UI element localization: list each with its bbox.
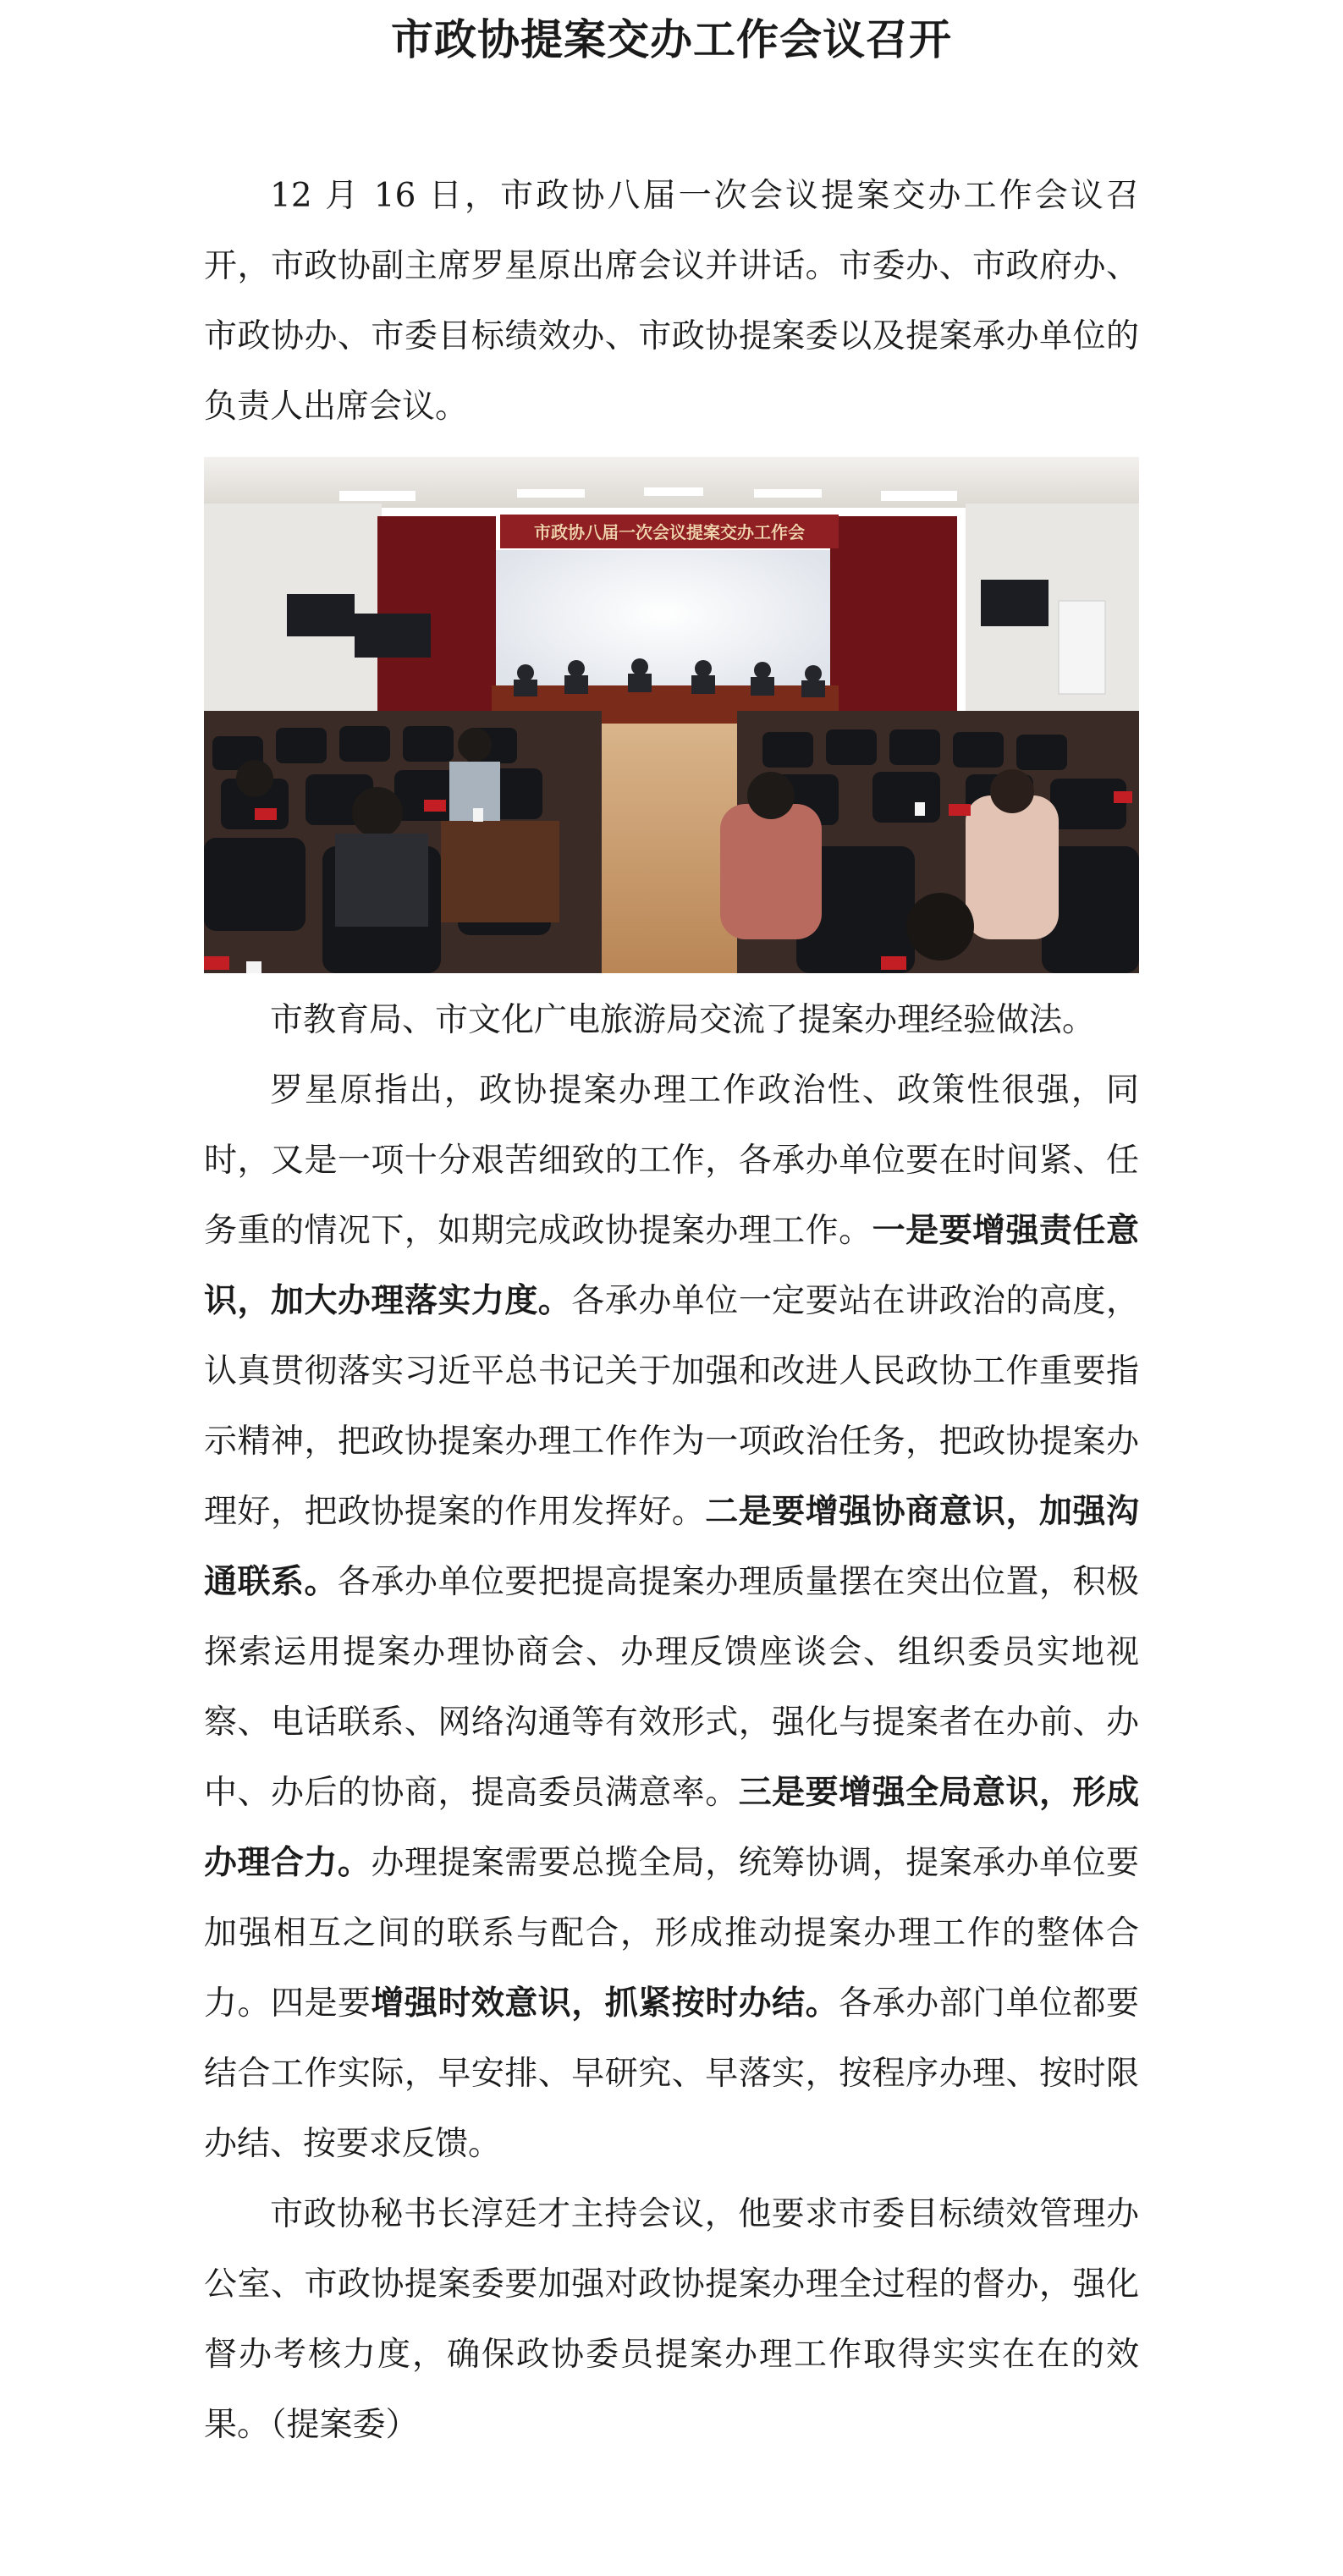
text-run: 罗星原指出，政协提案办理工作政治性、政策性很强，同时，又是一项十分艰苦细致的工作，各承办单位要在时间紧、任务重的情况下，如期完成政协提案办理工作。 bbox=[204, 1071, 1139, 1250]
text-run: 市政协秘书长淳廷才主持会议，他要求市委目标绩效管理办公室、市政协提案委要加强对政协提案办理全过程的督办，强化督办考核力度，确保政协委员提案办理工作取得实实在在的效果。（提案委） bbox=[204, 2195, 1139, 2444]
article-title: 市政协提案交办工作会议召开 bbox=[391, 14, 952, 64]
meeting-photo-illustration bbox=[204, 457, 1139, 973]
stage-banner-text: 市政协八届一次会议提案交办工作会 bbox=[534, 522, 805, 542]
emphasis-run: 二是要增强协商意识，加强沟通联系。 bbox=[204, 1493, 1139, 1601]
person-light-coat bbox=[966, 795, 1059, 939]
article-body bbox=[204, 161, 1139, 2460]
tv-left-2 bbox=[355, 614, 431, 658]
text-run: 12 月 16 日，市政协八届一次会议提案交办工作会议召开，市政协副主席罗星原出席会议并讲话。市委办、市政府办、市政协办、市委目标绩效办、市政协提案委以及提案承办单位的负责人出席会议。 bbox=[204, 177, 1139, 426]
text-run: 各承办单位一定要站在讲政治的高度，认真贯彻落实习近平总书记关于加强和改进人民政协工作重要指示精神，把政协提案办理工作作为一项政治任务，把政协提案办理好，把政协提案的作用发挥好。 bbox=[204, 1282, 1139, 1531]
paragraph-closing bbox=[204, 2179, 1139, 2460]
paragraph-speech bbox=[204, 1055, 1139, 2179]
curtain-right bbox=[830, 516, 957, 711]
tv-right bbox=[981, 580, 1049, 626]
emphasis-run: 三是要增强全局意识，形成办理合力。 bbox=[204, 1774, 1139, 1882]
paragraph-intro bbox=[204, 161, 1139, 442]
text-run: 各承办部门单位都要结合工作实际，早安排、早研究、早落实，按程序办理、按时限办结、按要求反馈。 bbox=[204, 1984, 1139, 2163]
meeting-photo bbox=[204, 457, 1139, 973]
air-conditioner bbox=[1059, 601, 1105, 694]
text-run: 各承办单位要把提高提案办理质量摆在突出位置，积极探索运用提案办理协商会、办理反馈座谈会、组织委员实地视察、电话联系、网络沟通等有效形式，强化与提案者在办前、办中、办后的协商，提高委员满意率。 bbox=[204, 1563, 1139, 1812]
tv-left-1 bbox=[287, 594, 355, 636]
emphasis-run: 增强时效意识，抓紧按时办结。 bbox=[371, 1984, 839, 2023]
emphasis-run: 一是要增强责任意识，加大办理落实力度。 bbox=[204, 1212, 1139, 1320]
paragraph-exchange bbox=[204, 985, 1139, 1055]
person-pink-coat bbox=[720, 804, 822, 939]
text-run: 市教育局、市文化广电旅游局交流了提案办理经验做法。 bbox=[270, 1001, 1096, 1039]
text-run: 办理提案需要总揽全局，统筹协调，提案承办单位要加强相互之间的联系与配合，形成推动提案办理工作的整体合力。四是要 bbox=[204, 1844, 1139, 2023]
